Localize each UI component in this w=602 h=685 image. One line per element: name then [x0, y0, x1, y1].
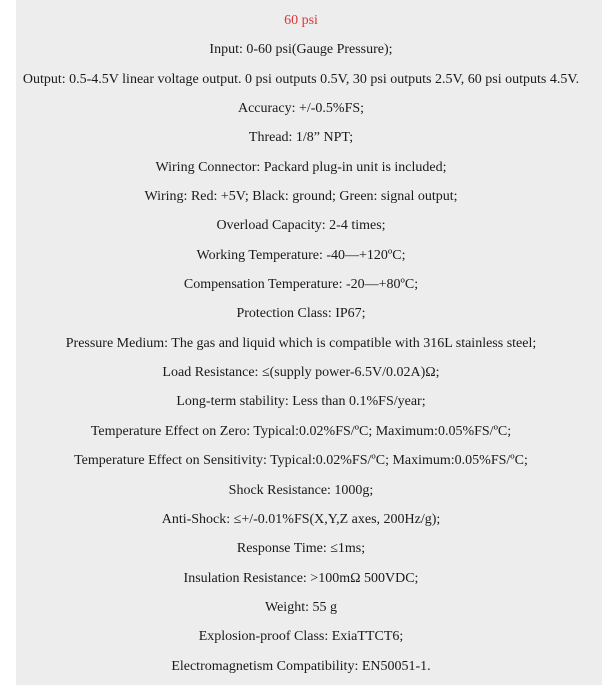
spec-working-temperature: Working Temperature: -40—+120ºC; — [196, 247, 406, 263]
spec-accuracy: Accuracy: +/-0.5%FS; — [237, 101, 365, 117]
spec-title: 60 psi — [284, 13, 318, 28]
spec-weight: Weight: 55 g — [265, 599, 337, 615]
spec-output: Output: 0.5-4.5V linear voltage output. 0 psi outputs 0.5V, 30 psi outputs 2.5V, 60 psi outputs 4.5V. — [22, 71, 580, 87]
spec-thread: Thread: 1/8” NPT; — [248, 130, 354, 146]
spec-compensation-temperature: Compensation Temperature: -20—+80ºC; — [183, 277, 419, 293]
spec-list — [0, 6, 602, 681]
spec-response-time: Response Time: ≤1ms; — [236, 541, 366, 557]
spec-protection-class: Protection Class: IP67; — [236, 306, 366, 322]
spec-anti-shock: Anti-Shock: ≤+/-0.01%FS(X,Y,Z axes, 200Hz/g); — [161, 511, 441, 527]
spec-overload-capacity: Overload Capacity: 2-4 times; — [216, 218, 386, 234]
spec-load-resistance: Load Resistance: ≤(supply power-6.5V/0.02A)Ω; — [162, 365, 440, 381]
spec-temperature-effect-zero: Temperature Effect on Zero: Typical:0.02%FS/ºC; Maximum:0.05%FS/ºC; — [90, 423, 512, 439]
spec-input: Input: 0-60 psi(Gauge Pressure); — [209, 42, 393, 58]
spec-pressure-medium: Pressure Medium: The gas and liquid which is compatible with 316L stainless steel; — [65, 335, 537, 351]
spec-wiring-connector: Wiring Connector: Packard plug-in unit is included; — [155, 159, 447, 175]
spec-insulation-resistance: Insulation Resistance: >100mΩ 500VDC; — [183, 570, 419, 586]
spec-wiring: Wiring: Red: +5V; Black: ground; Green: signal output; — [144, 189, 458, 205]
spec-explosion-proof-class: Explosion-proof Class: ExiaTTCT6; — [198, 629, 404, 645]
spec-temperature-effect-sensitivity: Temperature Effect on Sensitivity: Typical:0.02%FS/ºC; Maximum:0.05%FS/ºC; — [74, 453, 528, 469]
spec-long-term-stability: Long-term stability: Less than 0.1%FS/year; — [176, 394, 426, 410]
spec-shock-resistance: Shock Resistance: 1000g; — [228, 482, 374, 498]
spec-electromagnetism-compatibility: Electromagnetism Compatibility: EN50051-1. — [171, 658, 431, 674]
